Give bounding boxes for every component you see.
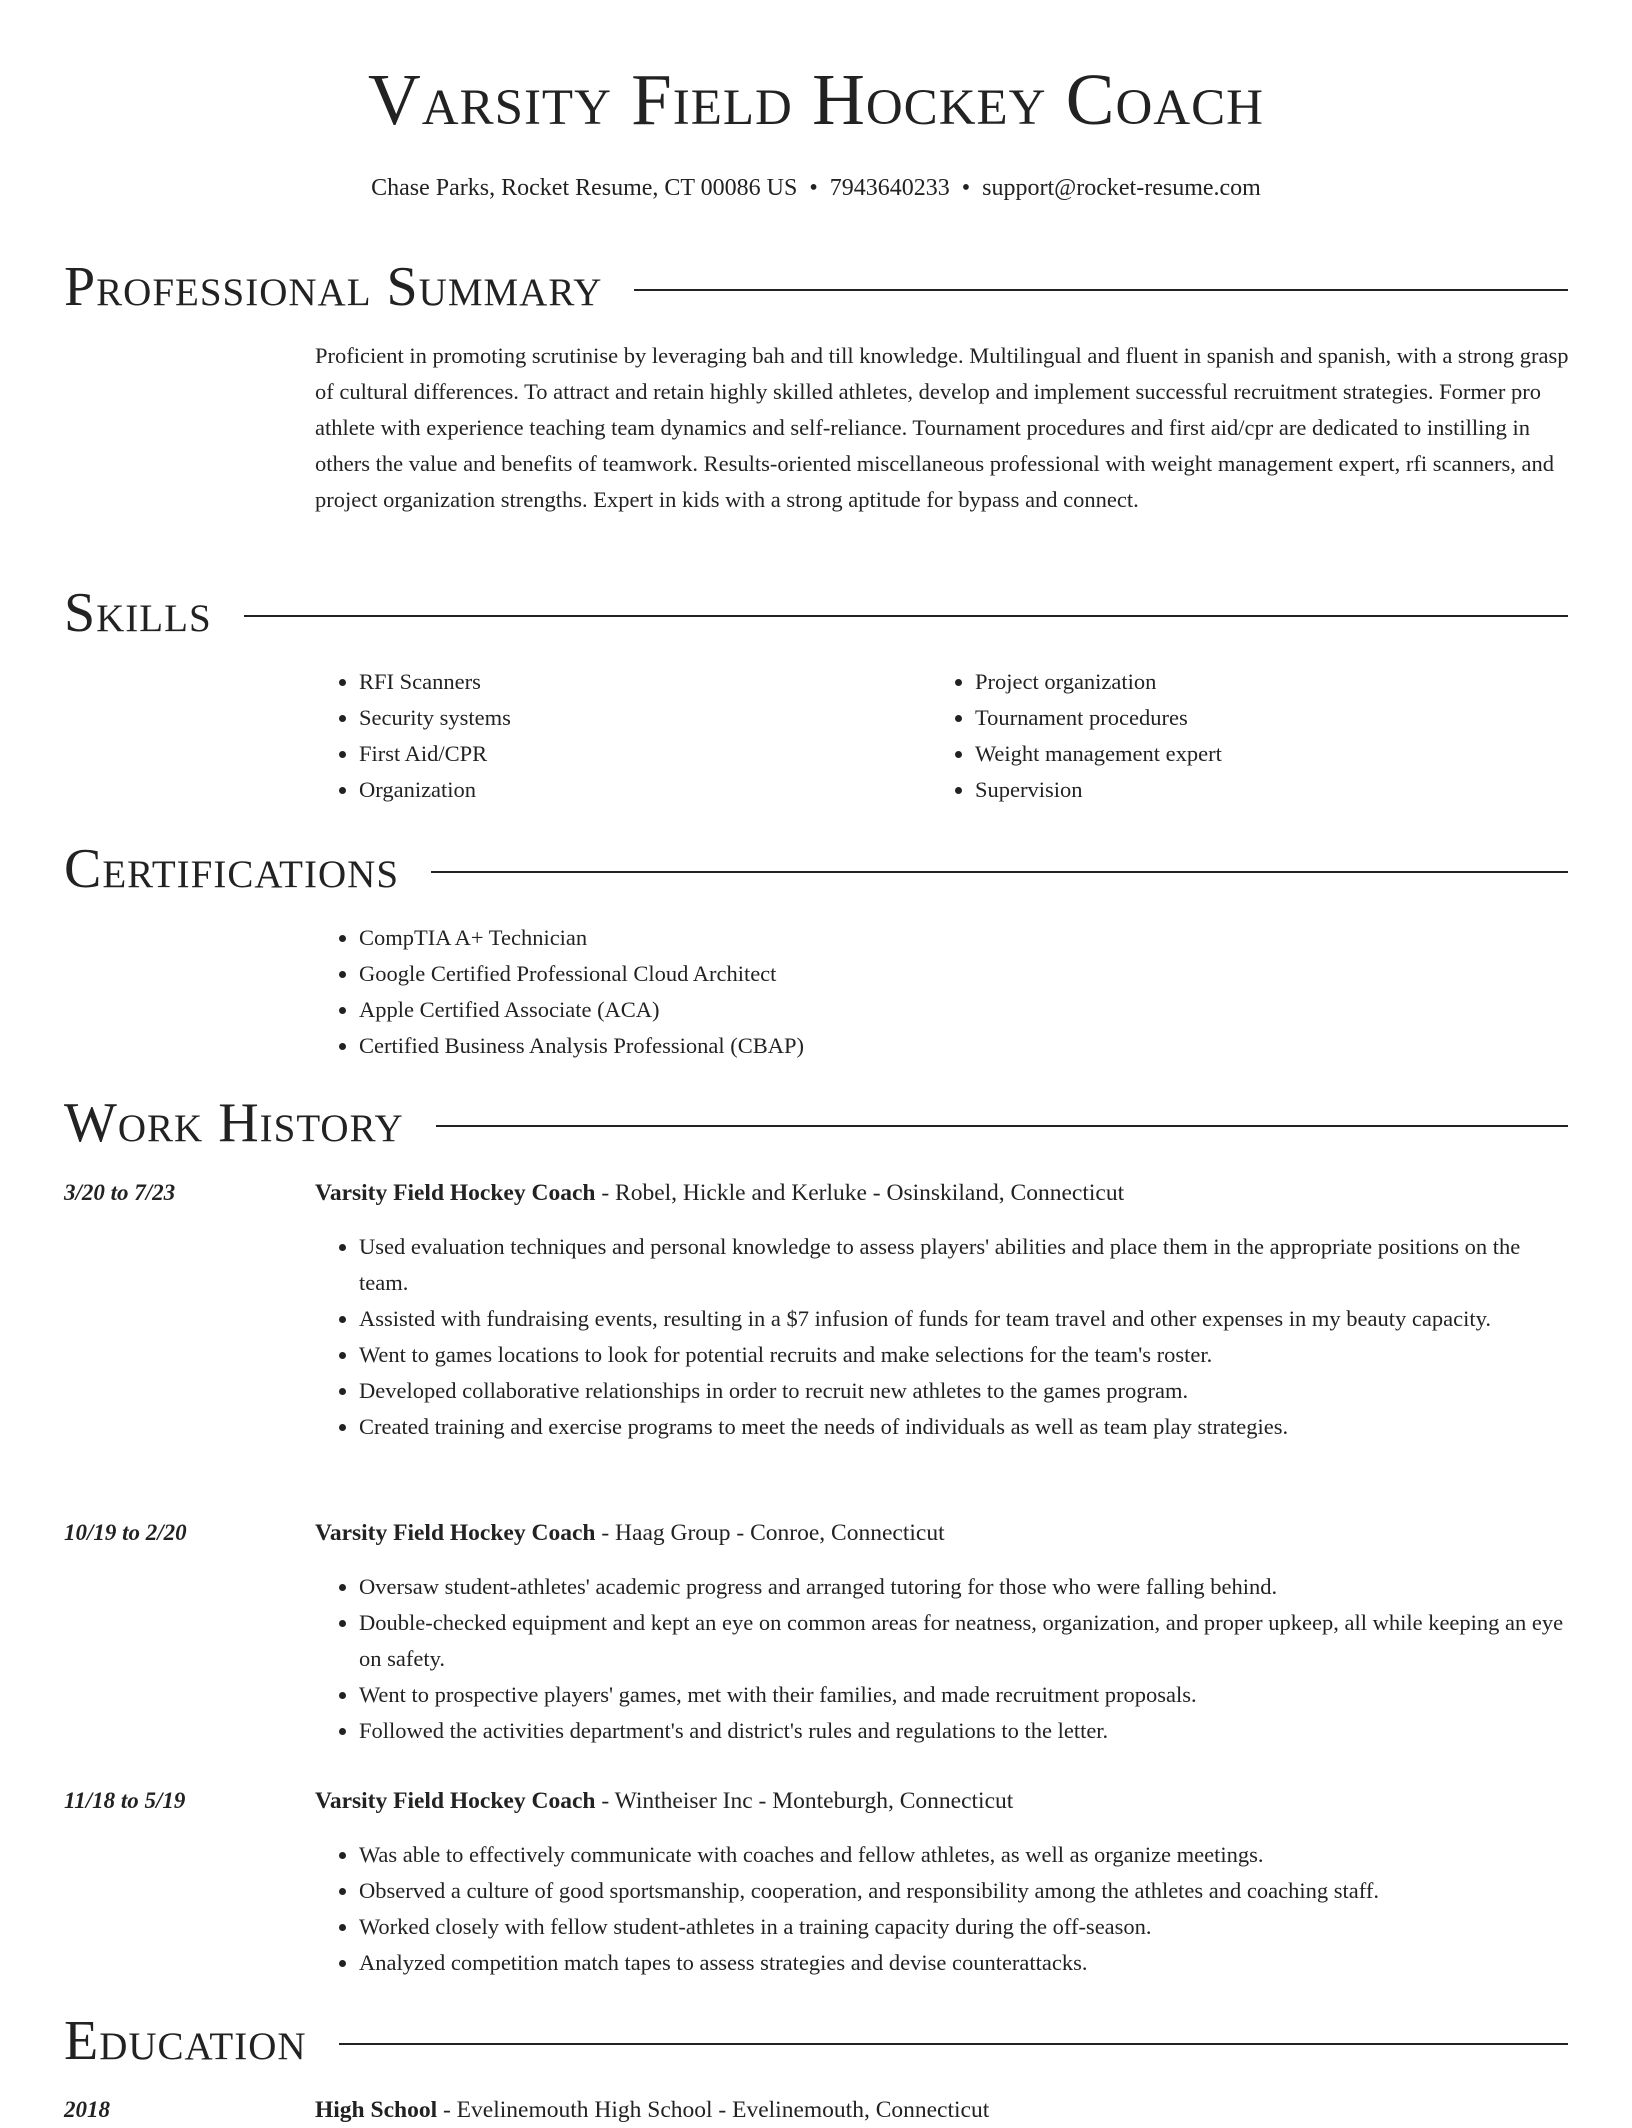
skills-column-left <box>315 664 931 808</box>
job-employer: - Robel, Hickle and Kerluke - Osinskiland, Connecticut <box>595 1180 1125 1206</box>
job-bullet: • Was able to effectively communicate with coaches and fellow athletes, as well as organize meetings. <box>359 1837 1570 1873</box>
contact-email: support@rocket-resume.com <box>982 175 1261 201</box>
contact-phone: 7943640233 <box>829 175 950 201</box>
section-divider <box>436 1125 1568 1127</box>
certifications-column <box>315 920 804 1064</box>
contact-line <box>0 175 1632 202</box>
certification-item: • Google Certified Professional Cloud Architect <box>359 956 804 992</box>
job-entry <box>64 1783 1570 1981</box>
job-bullets <box>315 1837 1570 1981</box>
skill-item: • Weight management expert <box>975 736 1547 772</box>
job-dates: 11/18 to 5/19 <box>64 1788 186 1813</box>
contact-address: Chase Parks, Rocket Resume, CT 00086 US <box>371 175 798 201</box>
job-employer: - Wintheiser Inc - Monteburgh, Connecticut <box>595 1788 1014 1814</box>
education-school: - Evelinemouth High School - Evelinemouth, Connecticut <box>437 2097 990 2123</box>
job-bullets <box>315 1229 1570 1445</box>
job-title: Varsity Field Hockey Coach <box>315 1180 596 1206</box>
certifications-list <box>315 920 1570 1064</box>
job-entry <box>64 1175 1570 1445</box>
contact-separator: • <box>961 175 971 201</box>
summary-section-header <box>64 252 1568 322</box>
skill-item: • Project organization <box>975 664 1547 700</box>
job-bullet: • Used evaluation techniques and personal knowledge to assess players' abilities and place them in the appropriate positions on the team. <box>359 1229 1570 1301</box>
certification-item: • Apple Certified Associate (ACA) <box>359 992 804 1028</box>
job-bullets <box>315 1569 1570 1749</box>
job-dates: 10/19 to 2/20 <box>64 1520 187 1545</box>
job-bullet: • Analyzed competition match tapes to assess strategies and devise counterattacks. <box>359 1945 1570 1981</box>
skill-item: • First Aid/CPR <box>359 736 931 772</box>
education-title: High School <box>315 2097 438 2123</box>
contact-separator: • <box>809 175 818 201</box>
section-divider <box>431 871 1568 873</box>
job-dates: 3/20 to 7/23 <box>64 1180 176 1205</box>
resume-title: Varsity Field Hockey Coach <box>368 59 1264 140</box>
section-divider <box>634 289 1568 291</box>
job-bullet: • Assisted with fundraising events, resulting in a $7 infusion of funds for team travel and other expenses in my beauty capacity. <box>359 1301 1570 1337</box>
job-employer: - Haag Group - Conroe, Connecticut <box>595 1520 945 1546</box>
certification-item: • CompTIA A+ Technician <box>359 920 804 956</box>
work-history-heading: Work History <box>64 1092 404 1154</box>
job-bullet: • Followed the activities department's and district's rules and regulations to the letter. <box>359 1713 1570 1749</box>
job-bullet: • Observed a culture of good sportsmanship, cooperation, and responsibility among the athletes and coaching staff. <box>359 1873 1570 1909</box>
job-title: Varsity Field Hockey Coach <box>315 1520 596 1546</box>
skill-item: • Supervision <box>975 772 1547 808</box>
job-bullet: • Developed collaborative relationships in order to recruit new athletes to the games program. <box>359 1373 1570 1409</box>
education-dates: 2018 <box>64 2097 110 2122</box>
skills-heading: Skills <box>64 582 212 644</box>
job-entry <box>64 1515 1570 1749</box>
job-title: Varsity Field Hockey Coach <box>315 1788 596 1814</box>
work-history-section-header <box>64 1088 1568 1158</box>
education-heading: Education <box>64 2010 307 2072</box>
section-divider <box>339 2043 1568 2045</box>
job-bullet: • Created training and exercise programs to meet the needs of individuals as well as team play strategies. <box>359 1409 1570 1445</box>
job-bullet: • Went to prospective players' games, met with their families, and made recruitment proposals. <box>359 1677 1570 1713</box>
education-entry <box>64 2092 1570 2128</box>
skills-section-header <box>64 578 1568 648</box>
skill-item: • Organization <box>359 772 931 808</box>
job-header <box>315 1515 1570 1551</box>
skills-column-right <box>931 664 1547 808</box>
job-header <box>315 1175 1570 1211</box>
certifications-section-header <box>64 834 1568 904</box>
summary-text: Proficient in promoting scrutinise by leveraging bah and till knowledge. Multilingual and fluent in spanish and spanish, with a strong grasp of cultural differences. To attract and retain highly skilled athletes, develop and implement successful recruitment strategies. Former pro athlete with experience teaching team dynamics and self-reliance. Tournament procedures and first aid/cpr are dedicated to instilling in others the value and benefits of teamwork. Results-oriented miscellaneous professional with weight management expert, rfi scanners, and project organization strengths. Expert in kids with a strong aptitude for bypass and connect. <box>315 343 1569 512</box>
education-header <box>315 2092 1570 2128</box>
certifications-heading: Certifications <box>64 838 400 900</box>
certification-item: • Certified Business Analysis Professional (CBAP) <box>359 1028 804 1064</box>
summary-heading: Professional Summary <box>64 256 603 318</box>
education-section-header <box>64 2006 1568 2076</box>
skill-item: • Security systems <box>359 700 931 736</box>
job-bullet: • Went to games locations to look for potential recruits and make selections for the team's roster. <box>359 1337 1570 1373</box>
job-header <box>315 1783 1570 1819</box>
skill-item: • RFI Scanners <box>359 664 931 700</box>
job-bullet: • Oversaw student-athletes' academic progress and arranged tutoring for those who were falling behind. <box>359 1569 1570 1605</box>
skill-item: • Tournament procedures <box>975 700 1547 736</box>
skills-list <box>315 664 1570 808</box>
section-divider <box>244 615 1568 617</box>
job-bullet: • Double-checked equipment and kept an eye on common areas for neatness, organization, and proper upkeep, all while keeping an eye on safety. <box>359 1605 1570 1677</box>
job-bullet: • Worked closely with fellow student-athletes in a training capacity during the off-season. <box>359 1909 1570 1945</box>
